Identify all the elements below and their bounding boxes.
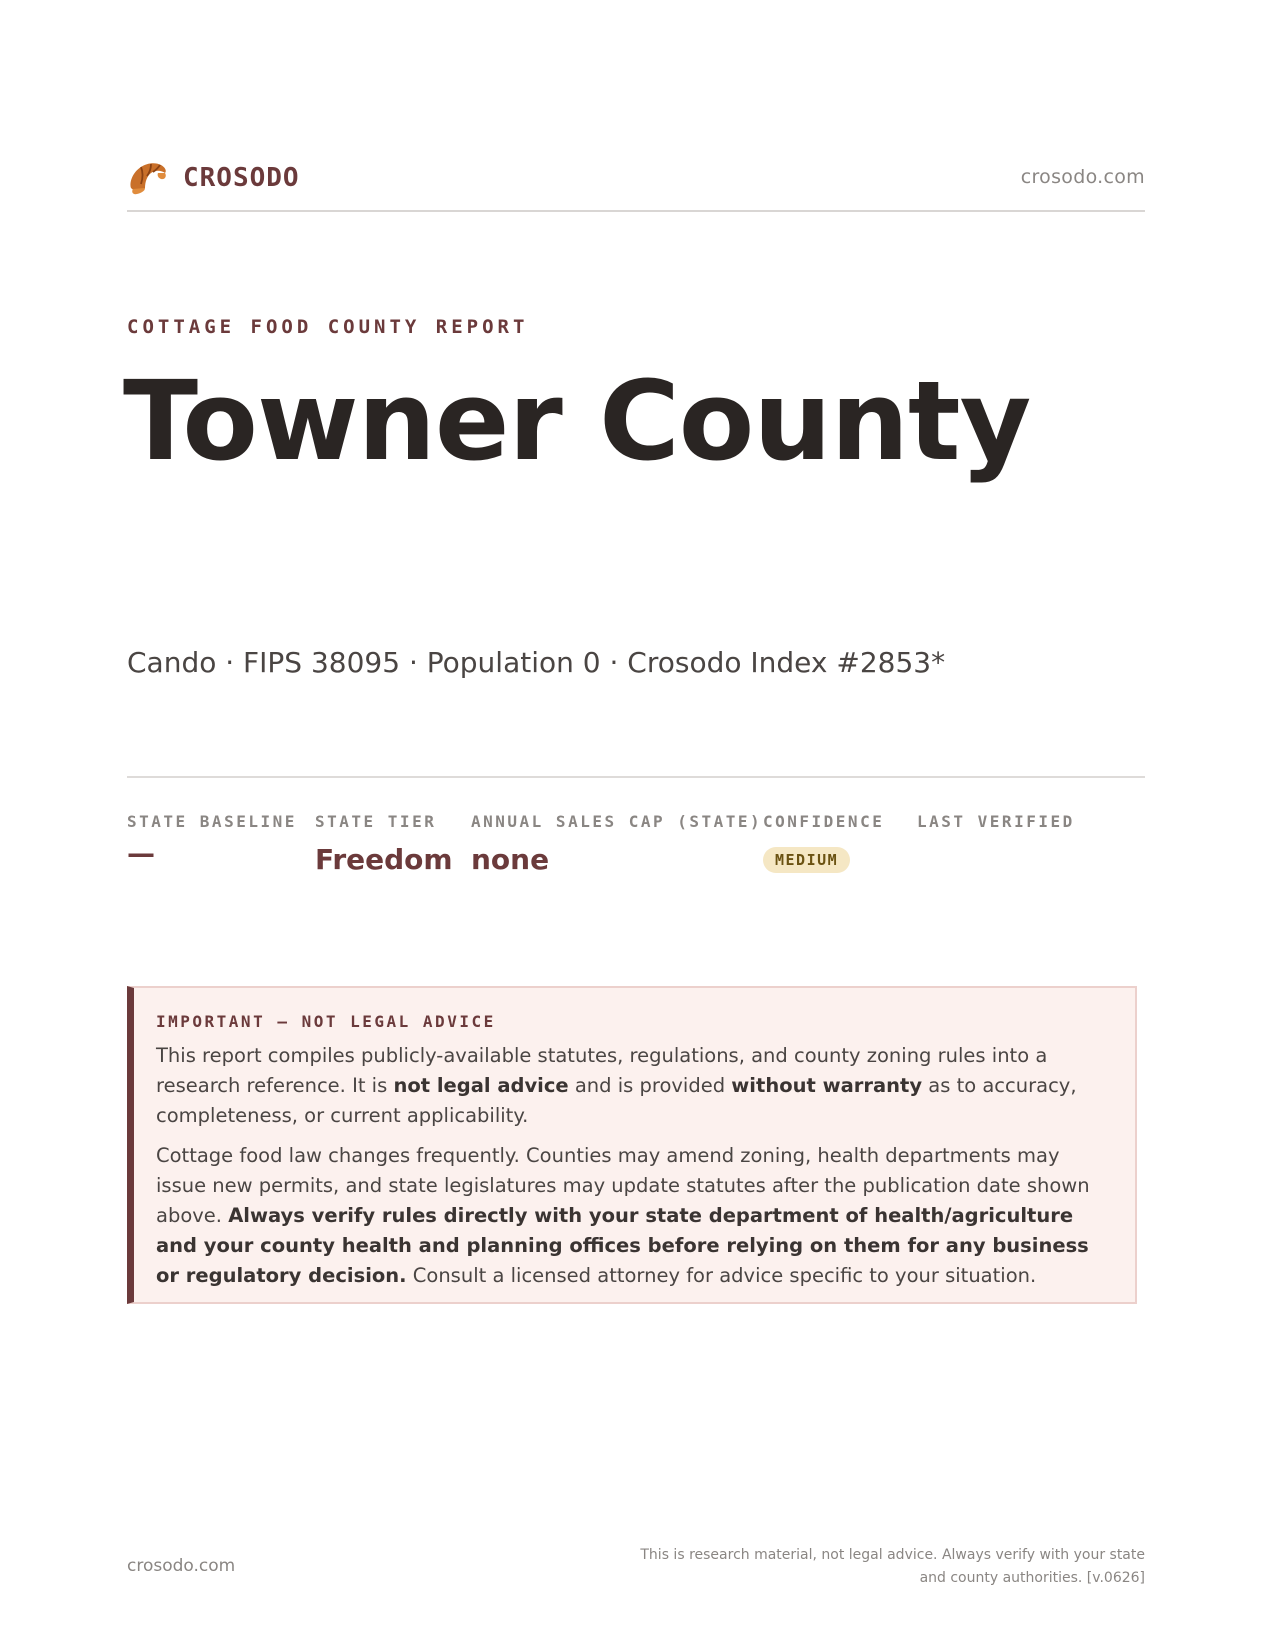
page-header: [127, 158, 1145, 212]
report-page: [123, 0, 1145, 1650]
footer-site-link[interactable]: crosodo.com: [127, 1556, 236, 1576]
legal-notice: [127, 986, 1137, 1304]
footer-disclaimer-line: and county authorities. [v.0626]: [919, 1570, 1145, 1586]
footer-disclaimer: [625, 1544, 1145, 1590]
notice-heading: IMPORTANT — NOT LEGAL ADVICE: [156, 1012, 496, 1031]
stat-label: STATE BASELINE: [127, 812, 297, 831]
notice-text: and is provided: [568, 1074, 732, 1097]
stat-value: none: [471, 843, 550, 876]
brand: [127, 158, 300, 198]
stat-state-tier: [315, 812, 453, 876]
croissant-icon: [127, 158, 169, 198]
brand-name: CROSODO: [183, 163, 300, 193]
header-site-link[interactable]: crosodo.com: [1020, 166, 1145, 188]
notice-emphasis: Always verify rules directly with your state department of health/agriculture and your county health and planning offices before relying on them for any business or regulatory decision.: [156, 1204, 1089, 1287]
notice-text: This report compiles publicly-available statutes, regulations, and county zoning rules into a research reference. It is: [156, 1044, 1048, 1097]
county-meta: Cando · FIPS 38095 · Population 0 · Crosodo Index #2853*: [127, 646, 946, 679]
stat-annual-sales-cap: [471, 812, 762, 876]
notice-paragraph-1: [156, 1041, 1113, 1131]
notice-paragraph-2: [156, 1141, 1113, 1291]
notice-text: Consult a licensed attorney for advice specific to your situation.: [406, 1264, 1037, 1287]
stat-label: STATE TIER: [315, 812, 437, 831]
notice-emphasis: without warranty: [731, 1074, 923, 1097]
footer-disclaimer-line: This is research material, not legal advice. Always verify with your state: [640, 1547, 1145, 1563]
notice-text: as to accuracy, completeness, or current applicability.: [156, 1074, 1077, 1127]
stat-value: —: [127, 837, 155, 870]
notice-text: Cottage food law changes frequently. Counties may amend zoning, health departments may issue new permits, and state legislatures may update statutes after the publication date shown above.: [156, 1144, 1090, 1227]
stat-label: CONFIDENCE: [763, 812, 885, 831]
stat-label: ANNUAL SALES CAP (STATE): [471, 812, 763, 831]
stat-state-baseline: [127, 812, 297, 870]
page-title: Towner County: [123, 357, 1031, 485]
stat-last-verified: [917, 812, 1075, 843]
stats-row: [127, 812, 1145, 892]
notice-emphasis: not legal advice: [393, 1074, 569, 1097]
stat-label: LAST VERIFIED: [917, 812, 1075, 831]
confidence-badge: MEDIUM: [763, 847, 850, 873]
report-eyebrow: COTTAGE FOOD COUNTY REPORT: [127, 316, 529, 338]
section-divider: [127, 776, 1145, 778]
stat-confidence: [763, 812, 884, 873]
stat-value: Freedom: [315, 843, 453, 876]
